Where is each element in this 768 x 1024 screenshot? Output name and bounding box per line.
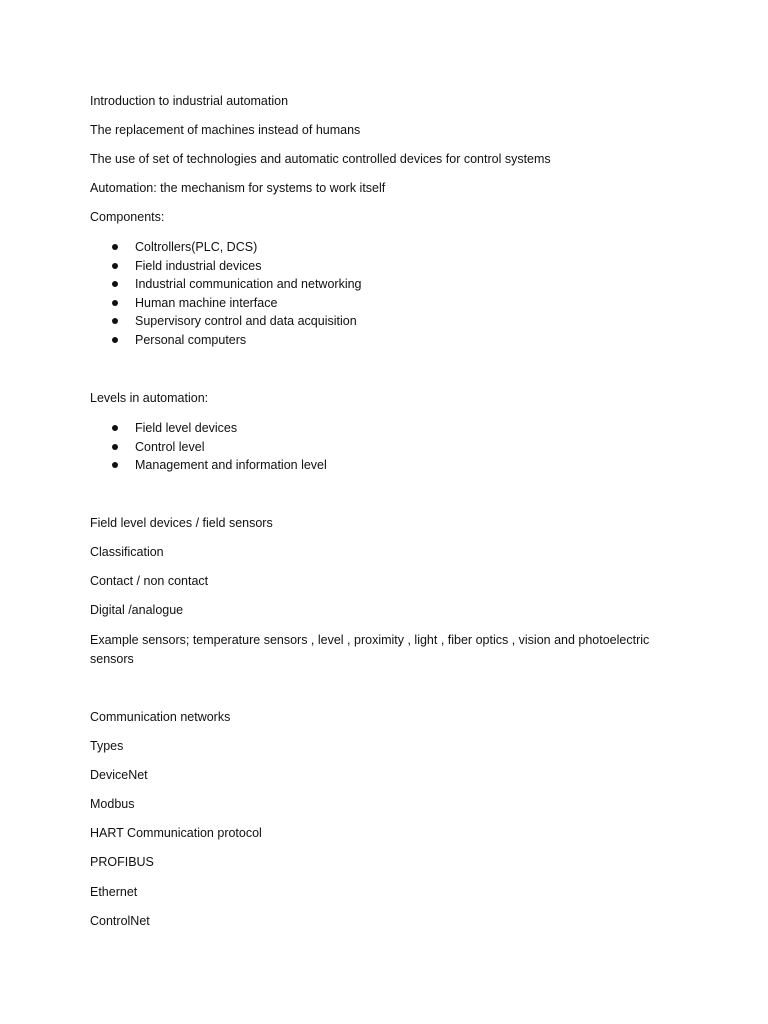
comms-heading: Communication networks xyxy=(90,710,231,724)
comms-item: PROFIBUS xyxy=(90,855,154,869)
field-digital: Digital /analogue xyxy=(90,603,184,617)
list-item xyxy=(90,275,362,294)
list-item xyxy=(90,294,362,313)
field-contact: Contact / non contact xyxy=(90,574,209,588)
list-item-text: Field level devices xyxy=(135,421,238,435)
list-item xyxy=(90,238,362,257)
intro-line-3: Automation: the mechanism for systems to work itself xyxy=(90,181,386,195)
comms-item: HART Communication protocol xyxy=(90,826,262,840)
comms-types: Types xyxy=(90,739,124,753)
bullet-icon xyxy=(112,318,118,324)
bullet-icon xyxy=(112,300,118,306)
levels-list xyxy=(90,419,327,475)
list-item-text: Control level xyxy=(135,439,205,454)
levels-label: Levels in automation: xyxy=(90,391,209,405)
components-label: Components: xyxy=(90,210,165,224)
list-item xyxy=(90,438,327,457)
bullet-icon xyxy=(112,444,118,450)
list-item-text: Supervisory control and data acquisition xyxy=(135,314,357,329)
bullet-icon xyxy=(112,462,118,468)
bullet-icon xyxy=(112,244,118,250)
comms-item: ControlNet xyxy=(90,914,150,928)
list-item xyxy=(90,331,362,350)
list-item-text: Personal computers xyxy=(135,332,247,347)
list-item xyxy=(90,257,362,276)
list-item xyxy=(90,312,362,331)
bullet-icon xyxy=(112,425,118,431)
comms-item: DeviceNet xyxy=(90,768,148,782)
comms-item: Modbus xyxy=(90,797,135,811)
intro-line-1: The replacement of machines instead of humans xyxy=(90,123,361,137)
list-item-text: Management and information level xyxy=(135,458,327,473)
list-item-text: Coltrollers(PLC, DCS) xyxy=(135,240,258,254)
bullet-icon xyxy=(112,281,118,287)
field-heading: Field level devices / field sensors xyxy=(90,516,273,530)
field-classification: Classification xyxy=(90,545,164,559)
intro-line-2: The use of set of technologies and automatic controlled devices for control systems xyxy=(90,152,551,166)
comms-item: Ethernet xyxy=(90,885,138,899)
list-item xyxy=(90,456,327,475)
field-examples: Example sensors; temperature sensors , level , proximity , light , fiber optics , vision and photoelectric sensors xyxy=(90,633,650,666)
bullet-icon xyxy=(112,337,118,343)
intro-title: Introduction to industrial automation xyxy=(90,94,289,108)
list-item-text: Field industrial devices xyxy=(135,258,262,273)
list-item xyxy=(90,419,327,438)
list-item-text: Industrial communication and networking xyxy=(135,277,362,292)
bullet-icon xyxy=(112,263,118,269)
list-item-text: Human machine interface xyxy=(135,295,278,310)
components-list xyxy=(90,238,362,350)
